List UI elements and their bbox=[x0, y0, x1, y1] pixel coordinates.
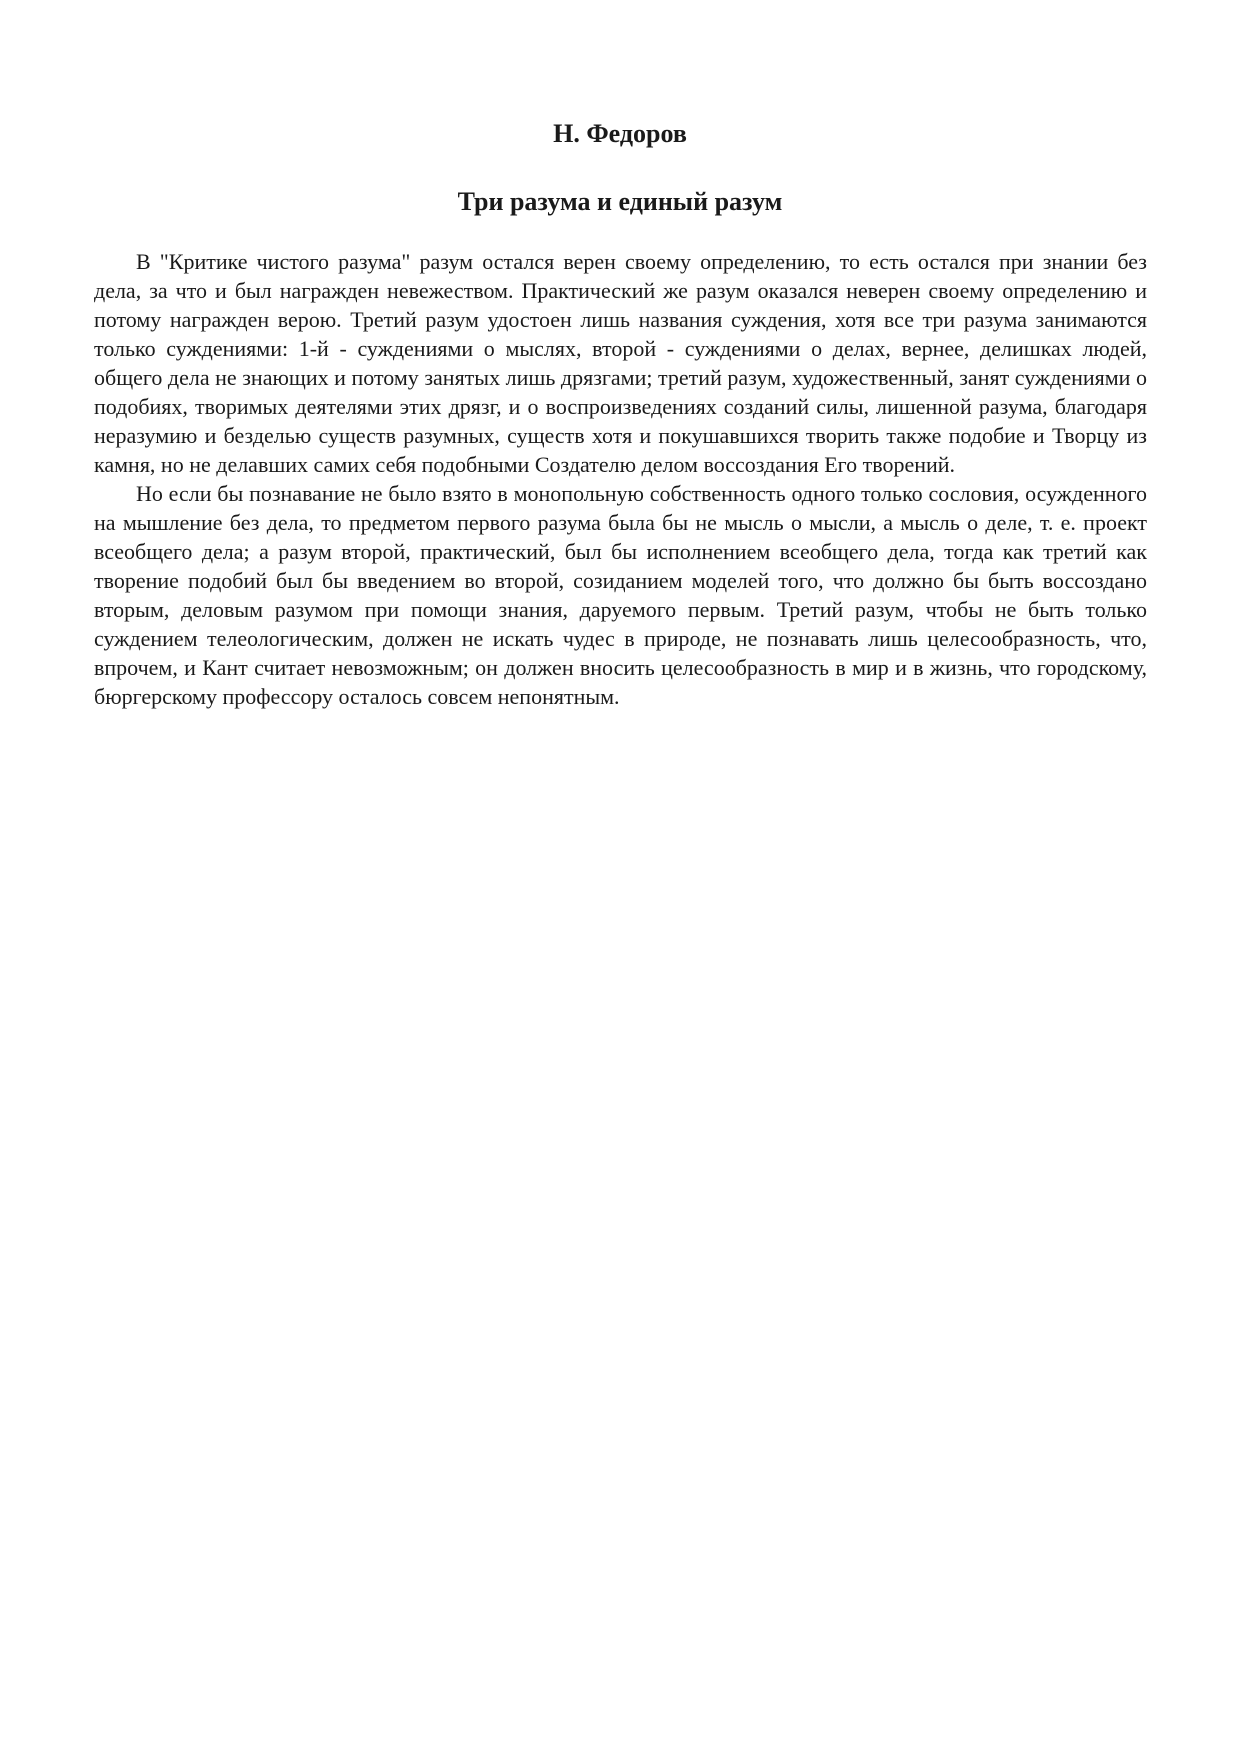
author-heading: Н. Федоров bbox=[553, 119, 687, 148]
paragraph-2: Но если бы познавание не было взято в монопольную собственность одного только сословия, осужденного на мышление без дела, то предметом первого разума была бы не мысль о мысли, а мысль о деле, т. е. проект всеобщего дела; а разум второй, практический, был бы исполнением всеобщего дела, тогда как третий как творение подобий был бы введением во второй, созиданием моделей того, что должно бы быть воссоздано вторым, деловым разумом при помощи знания, даруемого первым. Третий разум, чтобы не быть только суждением телеологическим, должен не искать чудес в природе, не познавать лишь целесообразность, что, впрочем, и Кант считает невозможным; он должен вносить целесообразность в мир и в жизнь, что городскому, бюргерскому профессору осталось совсем непонятным. bbox=[94, 481, 1147, 709]
body-text bbox=[94, 247, 1147, 711]
page-title: Три разума и единый разум bbox=[457, 187, 783, 216]
paragraph-1: В "Критике чистого разума" разум остался верен своему определению, то есть остался при знании без дела, за что и был награжден невежеством. Практический же разум оказался неверен своему определению и потому награжден верою. Третий разум удостоен лишь названия суждения, хотя все три разума занимаются только суждениями: 1-й - суждениями о мыслях, второй - суждениями о делах, вернее, делишках людей, общего дела не знающих и потому занятых лишь дрязгами; третий разум, художественный, занят суждениями о подобиях, творимых деятелями этих дрязг, и о воспроизведениях созданий силы, лишенной разума, благодаря неразумию и безделью существ разумных, существ хотя и покушавшихся творить также подобие и Творцу из камня, но не делавших самих себя подобными Создателю делом воссоздания Его творений. bbox=[94, 249, 1147, 477]
